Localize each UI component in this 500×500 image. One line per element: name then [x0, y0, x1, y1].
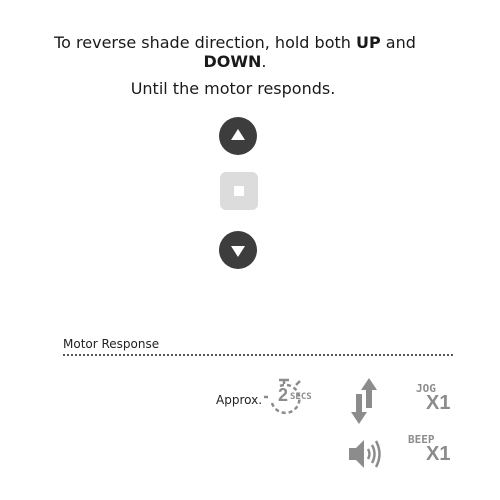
down-keyword: DOWN [203, 52, 262, 71]
beep-count: X1 [426, 443, 451, 465]
up-keyword: UP [355, 33, 381, 52]
square-stop-icon [234, 186, 244, 196]
down-button[interactable] [219, 231, 257, 269]
timer-value: 2 [278, 385, 289, 405]
instruction-line-2: Until the motor responds. [130, 79, 336, 98]
instruction-prefix: To reverse shade direction, hold both [54, 33, 356, 52]
timer-unit: SECS [290, 392, 312, 402]
stop-button[interactable] [220, 172, 258, 210]
instruction-middle: and [380, 33, 416, 52]
jog-count: X1 [426, 392, 451, 414]
triangle-up-icon [219, 117, 257, 155]
timer-icon [262, 375, 312, 423]
speaker-icon [349, 437, 385, 475]
motor-response-title: Motor Response [63, 337, 160, 351]
approx-label: Approx. [216, 393, 263, 407]
dotted-divider [63, 354, 453, 356]
up-down-arrows-icon [349, 378, 379, 428]
beep-label: BEEP [408, 433, 435, 446]
up-button[interactable] [219, 117, 257, 155]
instruction-text [0, 33, 470, 71]
instruction-suffix: . [261, 52, 267, 71]
triangle-down-icon [219, 231, 257, 269]
jog-label: JOG [416, 382, 436, 395]
